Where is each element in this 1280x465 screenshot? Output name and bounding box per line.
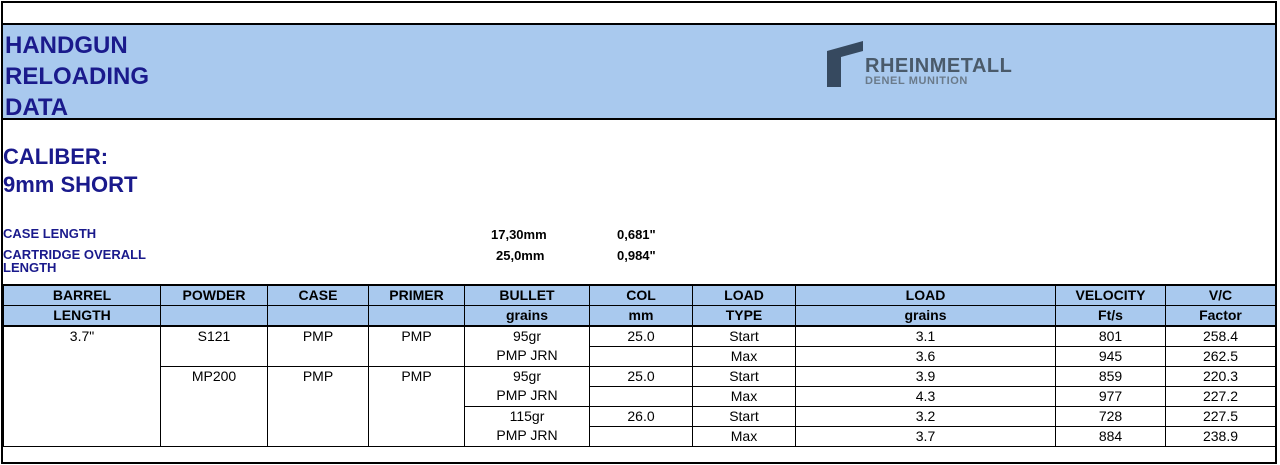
col-head-case: CASE [268, 285, 369, 306]
vc-cell: 227.5 [1166, 407, 1276, 427]
bullet-weight: 95gr [512, 368, 542, 384]
col-cell: 25.0 [590, 367, 693, 387]
vc-cell: 220.3 [1166, 367, 1276, 387]
load-cell: 3.7 [796, 427, 1056, 447]
load-type-cell: Start [693, 407, 796, 427]
col-head-velocity: VELOCITY [1056, 285, 1166, 306]
col-cell: 26.0 [590, 407, 693, 427]
case-length-mm: 17,30mm [491, 227, 547, 242]
bullet-type: PMP JRN [496, 387, 558, 403]
col-head-col: COL [590, 285, 693, 306]
load-type-cell: Max [693, 387, 796, 407]
bullet-weight: 115gr [509, 408, 545, 424]
col-cell: 25.0 [590, 326, 693, 347]
logo-brand: RHEINMETALL [865, 55, 1013, 77]
velocity-cell: 977 [1056, 387, 1166, 407]
table-row [4, 367, 1276, 387]
barrel-length-cell: 3.7" [4, 326, 161, 447]
col-sub-case [268, 306, 369, 327]
load-cell: 3.6 [796, 347, 1056, 367]
bullet-type: PMP JRN [496, 347, 558, 363]
col-head-barrel: BARREL [4, 285, 161, 306]
col-sub-powder [161, 306, 268, 327]
col-sub-col: mm [590, 306, 693, 327]
header-row-bottom [4, 306, 1276, 327]
rheinmetall-logo-icon [823, 41, 869, 89]
velocity-cell: 884 [1056, 427, 1166, 447]
bullet-cell [465, 407, 590, 447]
col-sub-barrel: LENGTH [4, 306, 161, 327]
load-type-cell: Max [693, 427, 796, 447]
col-label-line-2: LENGTH [3, 260, 57, 275]
caliber-label: CALIBER: [3, 144, 109, 169]
bullet-cell [465, 326, 590, 367]
col-cell [590, 347, 693, 367]
load-cell: 3.2 [796, 407, 1056, 427]
load-cell: 4.3 [796, 387, 1056, 407]
col-label [3, 248, 146, 274]
company-logo [823, 41, 1063, 91]
caliber-heading [3, 143, 137, 199]
col-sub-primer [369, 306, 465, 327]
col-head-load-type: LOAD [693, 285, 796, 306]
header-band [3, 25, 1275, 120]
col-sub-load-type: TYPE [693, 306, 796, 327]
vc-cell: 227.2 [1166, 387, 1276, 407]
case-cell: PMP [268, 326, 369, 367]
primer-cell: PMP [369, 367, 465, 447]
col-head-bullet: BULLET [465, 285, 590, 306]
logo-sub: DENEL MUNITION [865, 75, 968, 87]
header-row-top [4, 285, 1276, 306]
col-sub-load: grains [796, 306, 1056, 327]
col-head-load: LOAD [796, 285, 1056, 306]
col-sub-velocity: Ft/s [1056, 306, 1166, 327]
vc-cell: 258.4 [1166, 326, 1276, 347]
col-label-line-1: CARTRIDGE OVERALL [3, 247, 146, 262]
velocity-cell: 801 [1056, 326, 1166, 347]
col-inch: 0,984" [617, 248, 656, 263]
primer-cell: PMP [369, 326, 465, 367]
powder-cell: S121 [161, 326, 268, 367]
velocity-cell: 945 [1056, 347, 1166, 367]
velocity-cell: 859 [1056, 367, 1166, 387]
title-line-3: DATA [5, 94, 69, 121]
case-length-label: CASE LENGTH [3, 226, 97, 241]
col-sub-vc: Factor [1166, 306, 1276, 327]
vc-cell: 238.9 [1166, 427, 1276, 447]
title-line-2: RELOADING [5, 63, 149, 90]
vc-cell: 262.5 [1166, 347, 1276, 367]
col-mm: 25,0mm [496, 248, 545, 263]
table-row [4, 326, 1276, 347]
col-head-primer: PRIMER [369, 285, 465, 306]
bullet-weight: 95gr [512, 328, 542, 344]
load-type-cell: Start [693, 367, 796, 387]
bullet-type: PMP JRN [496, 427, 558, 443]
col-sub-bullet: grains [465, 306, 590, 327]
velocity-cell: 728 [1056, 407, 1166, 427]
load-type-cell: Max [693, 347, 796, 367]
col-head-vc: V/C [1166, 285, 1276, 306]
load-type-cell: Start [693, 326, 796, 347]
col-cell [590, 387, 693, 407]
case-length-inch: 0,681" [617, 227, 656, 242]
powder-cell: MP200 [161, 367, 268, 447]
case-cell: PMP [268, 367, 369, 447]
title-line-1: HANDGUN [5, 32, 128, 59]
reloading-table [3, 284, 1276, 447]
col-head-powder: POWDER [161, 285, 268, 306]
page-title [5, 30, 149, 123]
col-cell [590, 427, 693, 447]
caliber-value: 9mm SHORT [3, 172, 138, 197]
load-cell: 3.9 [796, 367, 1056, 387]
load-cell: 3.1 [796, 326, 1056, 347]
bullet-cell [465, 367, 590, 407]
